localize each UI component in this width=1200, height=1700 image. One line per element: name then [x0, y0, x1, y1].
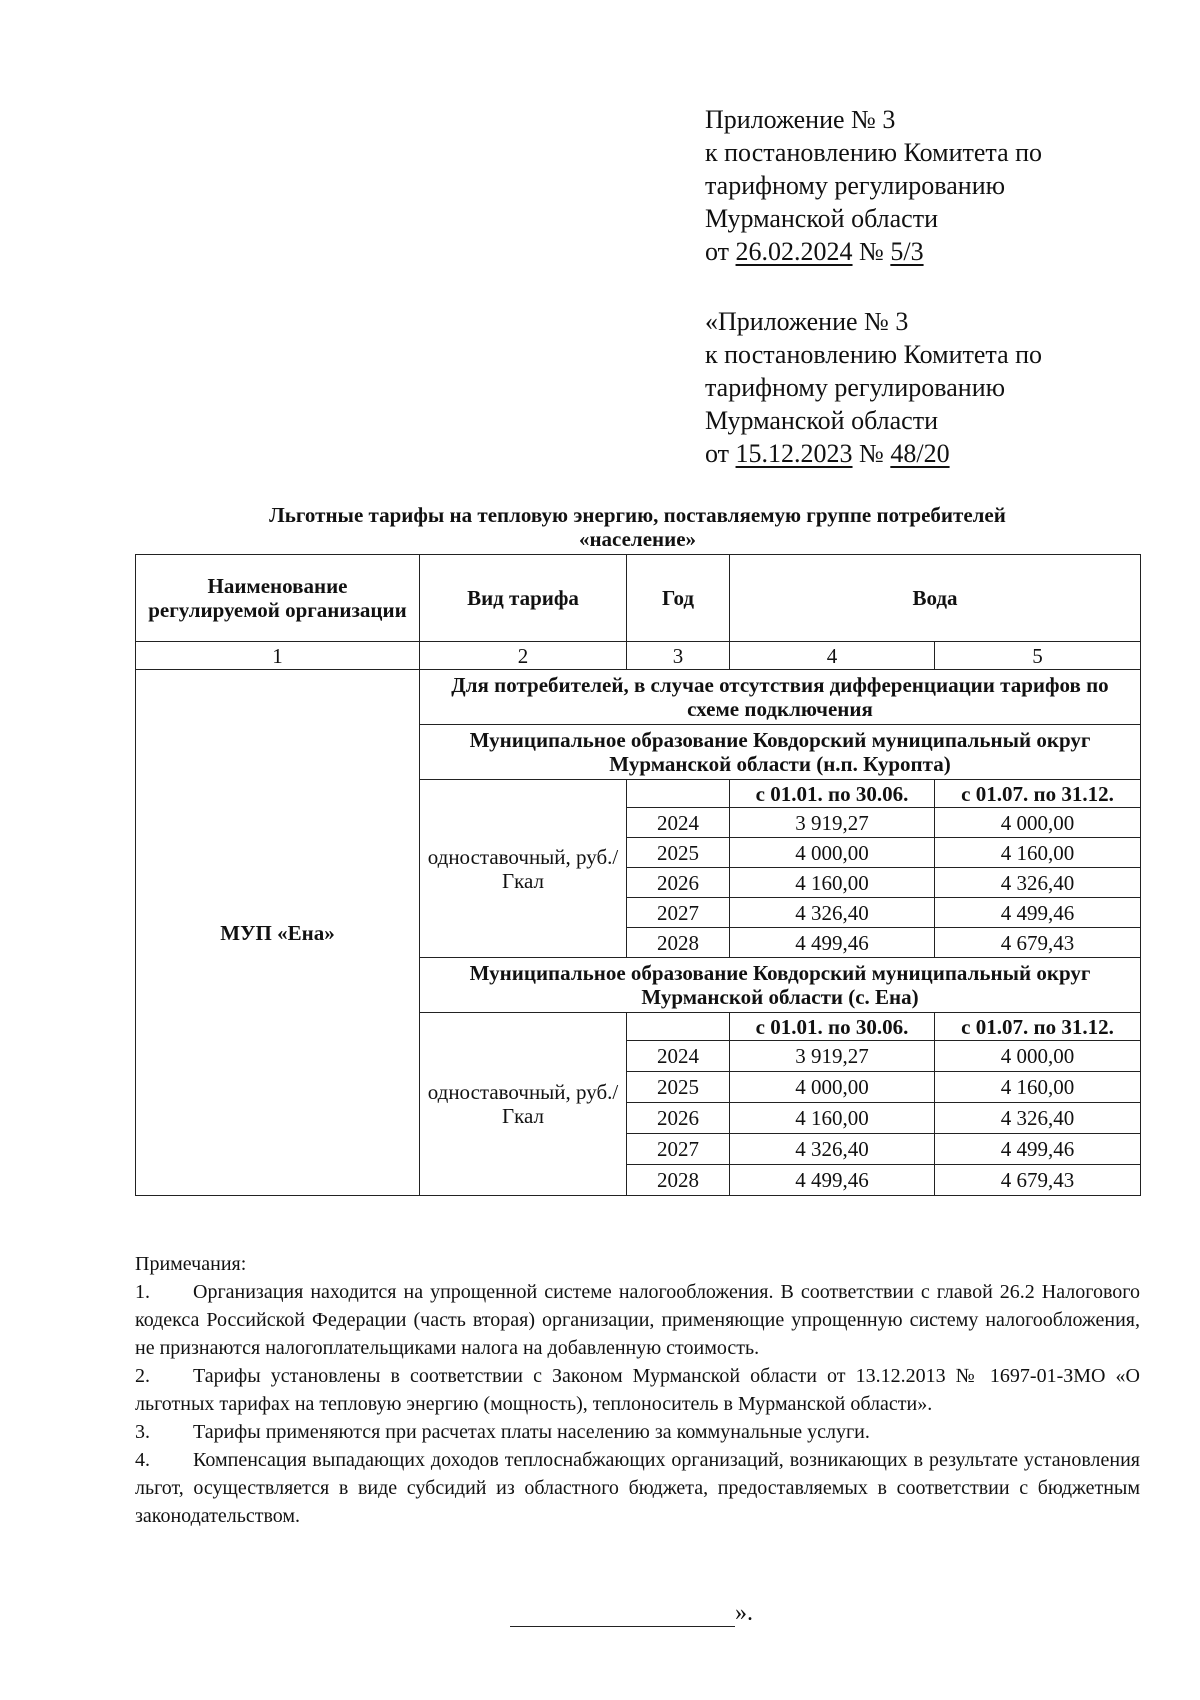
period-2-header: с 01.07. по 31.12. [935, 780, 1141, 808]
title-line-1: Льготные тарифы на тепловую энергию, поставляемую группе потребителей [269, 503, 1006, 527]
header-year: Год [627, 555, 730, 642]
number-prefix: № [852, 237, 891, 266]
value-cell: 4 160,00 [730, 868, 935, 898]
quoted-appendix-date-line [705, 437, 1185, 470]
empty-cell [627, 780, 730, 808]
date-prefix: от [705, 237, 736, 266]
year-cell: 2027 [627, 1134, 730, 1165]
value-cell: 4 326,40 [935, 868, 1141, 898]
note-item [135, 1418, 1140, 1446]
note-number: 3. [135, 1421, 150, 1443]
period-1-header: с 01.01. по 30.06. [730, 780, 935, 808]
note-number: 4. [135, 1449, 150, 1471]
year-cell: 2024 [627, 808, 730, 838]
value-cell: 4 499,46 [935, 1134, 1141, 1165]
header-org: Наименование регулируемой организации [136, 555, 420, 642]
note-text: Тарифы применяются при расчетах платы населению за коммунальные услуги. [193, 1421, 870, 1443]
value-cell: 4 499,46 [935, 898, 1141, 928]
appendix-date: 26.02.2024 [735, 237, 853, 266]
value-cell: 4 326,40 [730, 898, 935, 928]
value-cell: 4 499,46 [730, 1165, 935, 1196]
value-cell: 4 160,00 [730, 1103, 935, 1134]
period-1-header: с 01.01. по 30.06. [730, 1013, 935, 1041]
quoted-appendix-label: «Приложение № 3 [705, 307, 909, 336]
organization-name: МУП «Ена» [136, 670, 420, 1196]
note-item [135, 1446, 1140, 1530]
municipality-name: Муниципальное образование Ковдорский муниципальный округ Мурманской области (с. Ена) [420, 958, 1141, 1013]
value-cell: 4 160,00 [935, 1072, 1141, 1103]
value-cell: 4 000,00 [730, 1072, 935, 1103]
value-cell: 4 679,43 [935, 1165, 1141, 1196]
appendix-line-4: Мурманской области [705, 204, 938, 233]
appendix-label: Приложение № 3 [705, 105, 896, 134]
closing-underline [510, 1604, 735, 1627]
quoted-appendix-date: 15.12.2023 [735, 439, 853, 468]
col-number: 3 [627, 642, 730, 670]
consumers-note: Для потребителей, в случае отсутствия дифференциации тарифов по схеме подключения [420, 670, 1141, 725]
value-cell: 4 000,00 [730, 838, 935, 868]
year-cell: 2025 [627, 1072, 730, 1103]
appendix-date-line [705, 235, 1185, 268]
closing-quote: ». [735, 1600, 753, 1626]
quoted-appendix-line-3: тарифному регулированию [705, 373, 1006, 402]
municipality-name: Муниципальное образование Ковдорский муниципальный округ Мурманской области (н.п. Куропта) [420, 725, 1141, 780]
column-numbers-row [136, 642, 1141, 670]
note-text: Тарифы установлены в соответствии с Законом Мурманской области от 13.12.2013 № 1697-01-ЗМО «О льготных тарифах на тепловую энергию (мощность), теплоноситель в Мурманской области». [135, 1365, 1140, 1415]
year-cell: 2026 [627, 868, 730, 898]
appendix-header [705, 103, 1185, 268]
year-cell: 2027 [627, 898, 730, 928]
value-cell: 4 000,00 [935, 1041, 1141, 1072]
note-number: 2. [135, 1365, 150, 1387]
header-water: Вода [730, 555, 1141, 642]
consumers-note-row [136, 670, 1141, 725]
header-tariff-type: Вид тарифа [420, 555, 627, 642]
quoted-appendix-line-4: Мурманской области [705, 406, 938, 435]
year-cell: 2024 [627, 1041, 730, 1072]
col-number: 1 [136, 642, 420, 670]
appendix-line-3: тарифному регулированию [705, 171, 1006, 200]
quoted-date-prefix: от [705, 439, 736, 468]
document-title [135, 503, 1140, 551]
note-item [135, 1278, 1140, 1362]
quoted-appendix-number: 48/20 [890, 439, 950, 468]
note-text: Организация находится на упрощенной системе налогообложения. В соответствии с главой 26.2 Налогового кодекса Российской Федерации (часть вторая) организации, применяющие упрощенную систему налогообложения, не признаются налогоплательщиками налога на добавленную стоимость. [135, 1281, 1140, 1359]
value-cell: 4 499,46 [730, 928, 935, 958]
col-number: 2 [420, 642, 627, 670]
tariff-type-cell: одноставочный, руб./Гкал [420, 1013, 627, 1196]
value-cell: 3 919,27 [730, 808, 935, 838]
quoted-number-prefix: № [852, 439, 891, 468]
year-cell: 2026 [627, 1103, 730, 1134]
note-item [135, 1362, 1140, 1418]
empty-cell [627, 1013, 730, 1041]
tariff-table [135, 554, 1141, 1196]
table-header-row [136, 555, 1141, 642]
appendix-line-2: к постановлению Комитета по [705, 138, 1043, 167]
note-text: Компенсация выпадающих доходов теплоснабжающих организаций, возникающих в результате установления льгот, осуществляется в виде субсидий из областного бюджета, предоставляемых в соответствии с бюджетным законодательством. [135, 1449, 1140, 1527]
closing-mark [510, 1600, 753, 1627]
note-number: 1. [135, 1281, 150, 1303]
period-2-header: с 01.07. по 31.12. [935, 1013, 1141, 1041]
tariff-type-cell: одноставочный, руб./Гкал [420, 780, 627, 958]
appendix-number: 5/3 [890, 237, 924, 266]
notes-section [135, 1250, 1140, 1530]
value-cell: 4 326,40 [730, 1134, 935, 1165]
col-number: 4 [730, 642, 935, 670]
year-cell: 2025 [627, 838, 730, 868]
value-cell: 4 000,00 [935, 808, 1141, 838]
title-line-2: «население» [578, 527, 697, 551]
year-cell: 2028 [627, 928, 730, 958]
value-cell: 4 326,40 [935, 1103, 1141, 1134]
value-cell: 4 679,43 [935, 928, 1141, 958]
col-number: 5 [935, 642, 1141, 670]
value-cell: 4 160,00 [935, 838, 1141, 868]
year-cell: 2028 [627, 1165, 730, 1196]
quoted-appendix-line-2: к постановлению Комитета по [705, 340, 1043, 369]
notes-heading: Примечания: [135, 1253, 247, 1275]
quoted-appendix-header [705, 305, 1185, 470]
value-cell: 3 919,27 [730, 1041, 935, 1072]
